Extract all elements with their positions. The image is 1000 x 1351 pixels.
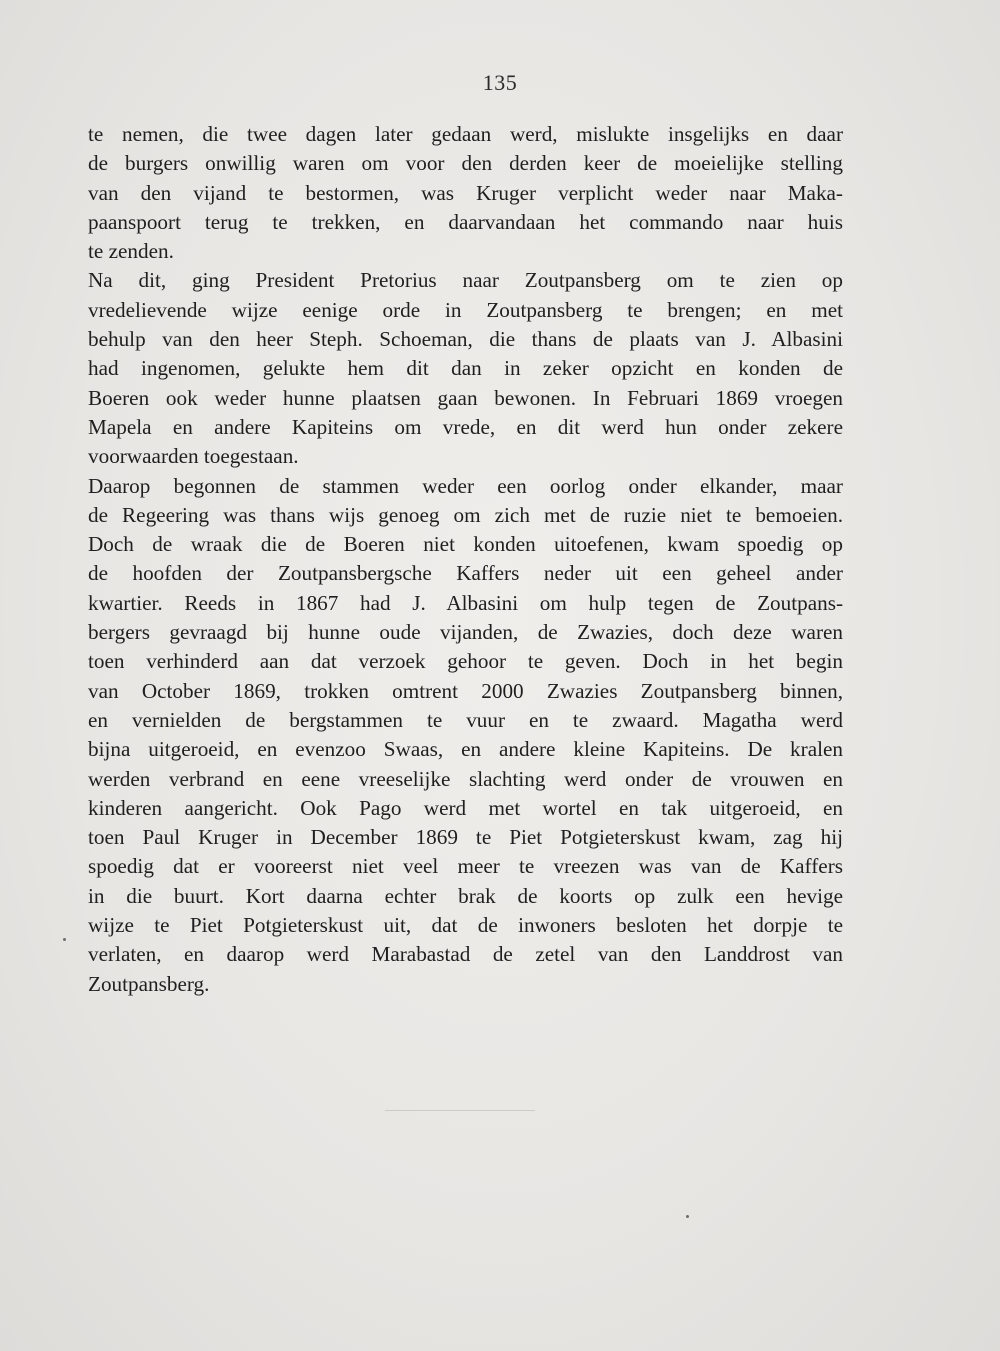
text-line: behulp van den heer Steph. Schoeman, die thans de plaats van J. Albasini	[88, 327, 843, 352]
text-line: werden verbrand en eene vreeselijke slachting werd onder de vrouwen en	[88, 766, 843, 791]
text-line: kwartier. Reeds in 1867 had J. Albasini om hulp tegen de Zoutpans-	[88, 590, 843, 615]
page-number: 135	[482, 70, 518, 95]
text-line: spoedig dat er vooreerst niet veel meer te vreezen was van de Kaffers	[88, 854, 843, 879]
ink-speck	[686, 1215, 689, 1218]
text-line: Doch de wraak die de Boeren niet konden uitoefenen, kwam spoedig op	[88, 532, 843, 557]
text-line: toen verhinderd aan dat verzoek gehoor te geven. Doch in het begin	[88, 649, 843, 674]
text-line: had ingenomen, gelukte hem dit dan in zeker opzicht en konden de	[88, 356, 843, 381]
text-line: Daarop begonnen de stammen weder een oorlog onder elkander, maar	[88, 473, 843, 498]
text-line: te zenden.	[88, 239, 174, 264]
text-line: voorwaarden toegestaan.	[88, 444, 299, 469]
text-line: verlaten, en daarop werd Marabastad de zetel van den Landdrost van	[88, 942, 843, 967]
bleed-through-rule	[385, 1110, 535, 1111]
text-line: van den vijand te bestormen, was Kruger verplicht weder naar Maka-	[88, 180, 843, 205]
text-line: de hoofden der Zoutpansbergsche Kaffers neder uit een geheel ander	[88, 561, 843, 586]
text-line: de Regeering was thans wijs genoeg om zich met de ruzie niet te bemoeien.	[88, 502, 843, 527]
text-line: te nemen, die twee dagen later gedaan werd, mislukte insgelijks en daar	[88, 122, 843, 146]
body-text	[88, 120, 843, 999]
text-line: en vernielden de bergstammen te vuur en te zwaard. Magatha werd	[88, 707, 843, 732]
text-line: paanspoort terug te trekken, en daarvandaan het commando naar huis	[88, 209, 843, 234]
text-line: bergers gevraagd bij hunne oude vijanden, de Zwazies, doch deze waren	[88, 620, 843, 645]
text-line: Na dit, ging President Pretorius naar Zoutpansberg om te zien op	[88, 268, 843, 293]
text-line: Zoutpansberg.	[88, 971, 210, 996]
text-line: kinderen aangericht. Ook Pago werd met wortel en tak uitgeroeid, en	[88, 795, 843, 820]
text-line: vredelievende wijze eenige orde in Zoutpansberg te brengen; en met	[88, 297, 843, 322]
text-line: van October 1869, trokken omtrent 2000 Zwazies Zoutpansberg binnen,	[88, 678, 843, 703]
text-line: Mapela en andere Kapiteins om vrede, en dit werd hun onder zekere	[88, 414, 843, 439]
text-line: de burgers onwillig waren om voor den derden keer de moeielijke stelling	[88, 151, 843, 176]
text-line: in die buurt. Kort daarna echter brak de koorts op zulk een hevige	[88, 883, 843, 908]
text-line: toen Paul Kruger in December 1869 te Piet Potgieterskust kwam, zag hij	[88, 825, 843, 850]
ink-speck	[63, 938, 66, 941]
text-line: wijze te Piet Potgieterskust uit, dat de inwoners besloten het dorpje te	[88, 913, 843, 938]
text-line: bijna uitgeroeid, en evenzoo Swaas, en andere kleine Kapiteins. De kralen	[88, 737, 843, 762]
text-line: Boeren ook weder hunne plaatsen gaan bewonen. In Februari 1869 vroegen	[88, 385, 843, 410]
